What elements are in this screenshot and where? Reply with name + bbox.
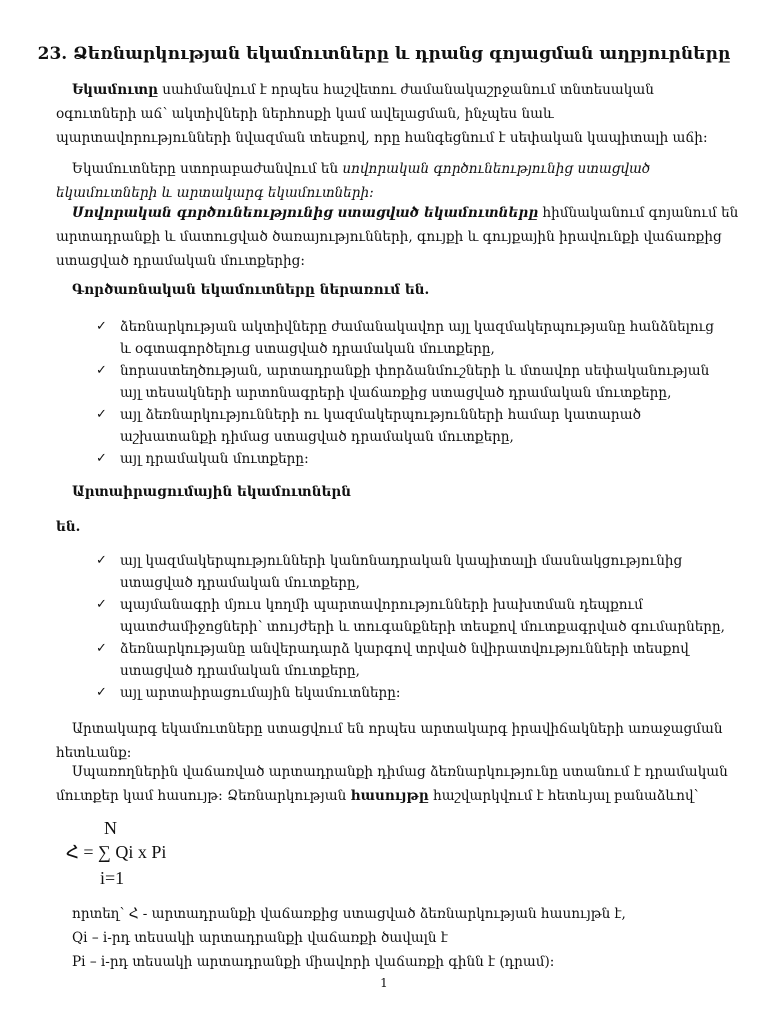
definition-paragraph: Եկամուտը սահմանվում է որպես հաշվետու ժամանակաշրջանում տնտեսական օգուտների աճ՝ ակտիվների ներհոսքի կամ ավելացման, ինչպես նաև պարտավորությունների նվազման տեսքով, որը հանգեցնում է սեփական կապիտալի աճի: [56, 82, 708, 146]
page-number: 1 [380, 976, 388, 990]
checkmark-icon: ✓ [96, 407, 107, 422]
checkmark-icon: ✓ [96, 363, 107, 378]
nonoperating-income-heading: Արտաիրացումային եկամուտներն [72, 484, 351, 500]
term-revenue: հասույթը [350, 788, 429, 804]
list-item: ✓ նորաստեղծության, արտադրանքի փորձանմուշների և մտավոր սեփականության այլ տեսակների արտոնագրերի վաճառքից ստացված դրամական մուտքերը, [96, 360, 736, 404]
extraordinary-income-paragraph: Արտակարգ եկամուտները ստացվում են որպես արտակարգ իրավիճակների առաջացման հետևանք: [56, 721, 723, 761]
list-item: ✓ այլ արտաիրացումային եկամուտները: [96, 682, 736, 704]
term-ordinary-income: Սովորական գործունեությունից ստացված եկամուտները [72, 205, 539, 221]
list-item: ✓ այլ կազմակերպությունների կանոնադրական կապիտալի մասնակցությունից ստացված դրամական մուտքերը, [96, 550, 736, 594]
formula-upper-limit: N [104, 818, 117, 838]
term-income: Եկամուտը [72, 82, 158, 98]
checkmark-icon: ✓ [96, 597, 107, 612]
definition-line: որտեղ՝ Հ - արտադրանքի վաճառքից ստացված ձեռնարկության հասույթն է, [72, 906, 626, 922]
operating-income-heading: Գործառնական եկամուտները ներառում են. [72, 282, 430, 298]
list-item: ✓ այլ դրամական մուտքերը: [96, 448, 736, 470]
list-item: ✓ պայմանագրի մյուս կողմի պարտավորությունների խախտման դեպքում պատժամիջոցների՝ տույժերի և տուգանքների տեսքով մուտքագրված գումարները, [96, 594, 736, 638]
formula-expression: Հ = ∑ Qi x Pi [66, 842, 167, 862]
revenue-paragraph: Սպառողներին վաճառված արտադրանքի դիմաց ձեռնարկությունը ստանում է դրամական մուտքեր կամ հասույթ: Ձեռնարկության հասույթը հաշվարկվում է հետևյալ բանաձևով՝ [56, 764, 728, 804]
classification-paragraph: Եկամուտները ստորաբաժանվում են սովորական գործունեությունից ստացված եկամուտների և արտակարգ եկամուտների: [56, 161, 651, 201]
list-item: ✓ այլ ձեռնարկությունների ու կազմակերպությունների համար կատարած աշխատանքի դիմաց ստացված դրամական մուտքերը, [96, 404, 736, 448]
page-title: 23. Ձեռնարկության եկամուտները և դրանց գոյացման աղբյուրները [37, 44, 731, 64]
list-item: ✓ ձեռնարկությանը անվերադարձ կարգով տրված նվիրատվությունների տեսքով ստացված դրամական մուտքերը, [96, 638, 736, 682]
checkmark-icon: ✓ [96, 641, 107, 656]
ordinary-income-paragraph: Սովորական գործունեությունից ստացված եկամուտները հիմնականում գոյանում են արտադրանքի և մատուցված ծառայությունների, գույքի և գույքային իրավունքի վաճառքից ստացված դրամական մուտքերից: [56, 205, 739, 269]
nonoperating-income-heading-cont: են. [56, 519, 81, 535]
list-item: ✓ ձեռնարկության ակտիվները ժամանակավոր այլ կազմակերպությանը հանձնելուց և օգտագործելուց ստացված դրամական մուտքերը, [96, 316, 736, 360]
checkmark-icon: ✓ [96, 685, 107, 700]
checkmark-icon: ✓ [96, 451, 107, 466]
definition-line: Qi – i-րդ տեսակի արտադրանքի վաճառքի ծավալն է [72, 930, 448, 946]
definition-line: Pi – i-րդ տեսակի արտադրանքի միավորի վաճառքի գինն է (դրամ): [72, 954, 555, 970]
checkmark-icon: ✓ [96, 319, 107, 334]
checkmark-icon: ✓ [96, 553, 107, 568]
formula-definitions [72, 902, 740, 974]
revenue-formula [66, 818, 240, 888]
formula-lower-limit: i=1 [100, 868, 125, 888]
